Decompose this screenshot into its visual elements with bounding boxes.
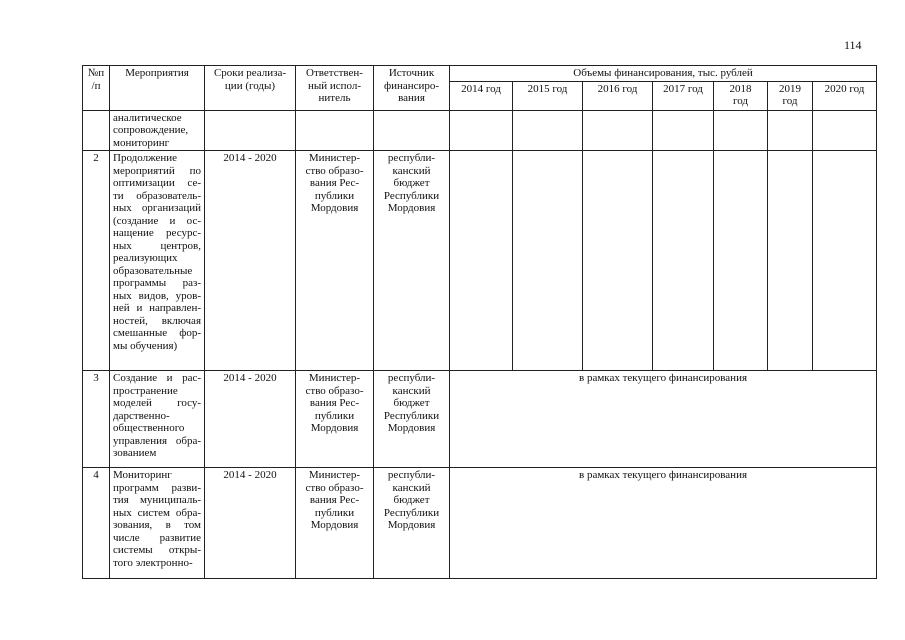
row-num: 4: [83, 468, 110, 579]
header-num: №п /п: [83, 66, 110, 111]
row-activity: Мониторинг программ разви-тия муниципаль-ных систем обра-зования, в том числе развитие системы откры-того электронно-: [110, 468, 205, 579]
row-executor: Министер- ство образо- вания Рес- публики Мордовия: [296, 371, 374, 468]
funding-note: в рамках текущего финансирования: [450, 371, 877, 468]
row-cell: [714, 110, 768, 151]
header-year-2016: 2016 год: [583, 81, 653, 110]
header-year-2020: 2020 год: [813, 81, 877, 110]
row-cell: [653, 110, 714, 151]
table-row: [83, 371, 877, 468]
row-terms: 2014 - 2020: [205, 151, 296, 371]
row-executor: Министер- ство образо- вания Рес- публики Мордовия: [296, 151, 374, 371]
row-source: республи- канский бюджет Республики Мордовия: [374, 371, 450, 468]
funding-note: в рамках текущего финансирования: [450, 468, 877, 579]
header-year-2017: 2017 год: [653, 81, 714, 110]
row-source: республи- канский бюджет Республики Мордовия: [374, 468, 450, 579]
row-terms: 2014 - 2020: [205, 371, 296, 468]
row-cell: [513, 110, 583, 151]
row-cell: [653, 151, 714, 371]
header-activity: Мероприятия: [110, 66, 205, 111]
row-terms: 2014 - 2020: [205, 468, 296, 579]
row-source: республи- канский бюджет Республики Мордовия: [374, 151, 450, 371]
row-num: 2: [83, 151, 110, 371]
row-cell: [513, 151, 583, 371]
row-cell: [768, 151, 813, 371]
funding-table: [82, 65, 877, 579]
row-cell: [813, 151, 877, 371]
table-row: [83, 468, 877, 579]
row-cell: [583, 151, 653, 371]
row-activity: Продолжение мероприятий по оптимизации се-ти образователь-ных организаций (создание и ос-нащение ресурс-ных центров, реализующих образовательные программы раз-ных видов, уров-ней и направлен-ностей, включая смешанные фор-мы обучения): [110, 151, 205, 371]
header-funding: Объемы финансирования, тыс. рублей: [450, 66, 877, 82]
row-cell: [813, 110, 877, 151]
table-row: [83, 151, 877, 371]
header-terms: Сроки реализа- ции (годы): [205, 66, 296, 111]
row-executor: Министер- ство образо- вания Рес- публики Мордовия: [296, 468, 374, 579]
row-activity: аналитическое сопровождение, мониторинг: [110, 110, 205, 151]
row-terms: [205, 110, 296, 151]
header-year-2018: 2018 год: [714, 81, 768, 110]
table-row: [83, 110, 877, 151]
header-source: Источник финансиро- вания: [374, 66, 450, 111]
row-cell: [714, 151, 768, 371]
header-year-2019: 2019 год: [768, 81, 813, 110]
row-cell: [583, 110, 653, 151]
page-number: 114: [844, 38, 862, 52]
row-cell: [450, 110, 513, 151]
row-executor: [296, 110, 374, 151]
row-cell: [768, 110, 813, 151]
header-year-2014: 2014 год: [450, 81, 513, 110]
row-num: [83, 110, 110, 151]
header-year-2015: 2015 год: [513, 81, 583, 110]
row-source: [374, 110, 450, 151]
header-executor: Ответствен- ный испол- нитель: [296, 66, 374, 111]
row-num: 3: [83, 371, 110, 468]
row-cell: [450, 151, 513, 371]
row-activity: Создание и рас-пространение моделей госу-дарственно-общественного управления обра-зованием: [110, 371, 205, 468]
